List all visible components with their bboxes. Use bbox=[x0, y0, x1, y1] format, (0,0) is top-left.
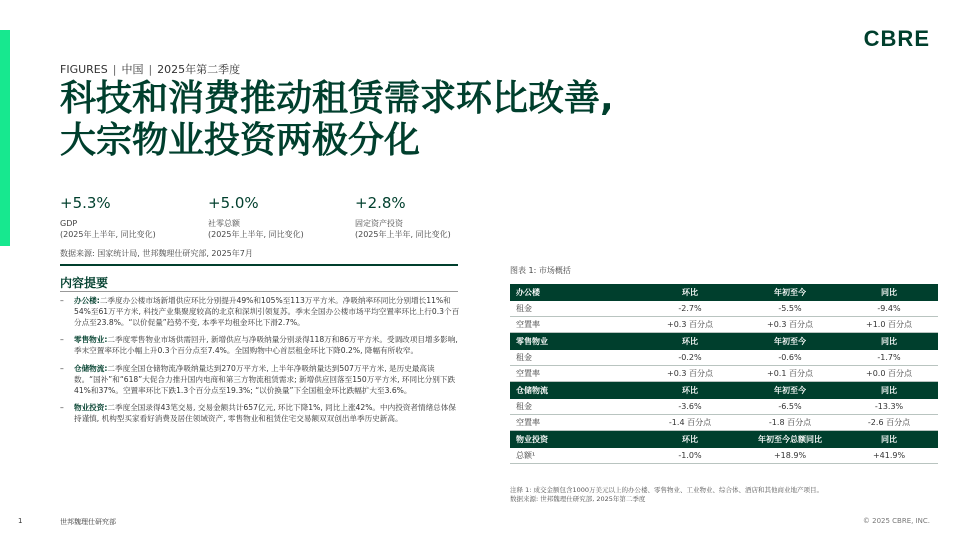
table-cell: -1.4 百分点 bbox=[640, 415, 740, 431]
column-header: 同比 bbox=[840, 284, 938, 301]
table-row bbox=[510, 366, 938, 382]
column-header: 年初至今 bbox=[740, 382, 840, 400]
table-section-header bbox=[510, 284, 938, 301]
summary-item-text: 二季度办公楼市场新增供应环比分别提升49%和105%至113万平方米。净吸纳率环同比分别增长11%和54%至61万平方米, 科技产业集聚度较高的北京和深圳引领复苏。季末全国办公楼市场平均空置率环比上行0.3个百分点至23.8%。“以价促量”趋势不变, 本季平均租金环比下滑2.7%。 bbox=[74, 296, 460, 327]
table-footnote: 注释 1: 成交金额包含1000万美元以上的办公楼、零售物业、工业物业、综合体、酒店和其他商业地产项目。 bbox=[510, 486, 823, 494]
column-header: 同比 bbox=[840, 382, 938, 400]
table-caption: 图表 1: 市场概括 bbox=[510, 266, 571, 275]
kpi-label-title: 社零总额 bbox=[208, 219, 240, 228]
summary-item-text: 二季度全国录得43笔交易, 交易金额共计657亿元, 环比下降1%, 同比上涨42%。中内投资者情绪总体保持谨慎, 机构型买家看好消费及居住领域资产, 零售物业和租赁住宅交易额双双创出单季历史新高。 bbox=[74, 403, 456, 424]
table-cell: -5.5% bbox=[740, 301, 840, 317]
section-name: 办公楼 bbox=[510, 284, 640, 301]
table-cell: -1.7% bbox=[840, 350, 938, 366]
table-notes bbox=[510, 486, 823, 504]
figures-label: FIGURES bbox=[60, 63, 108, 76]
kpi-retail-sales bbox=[208, 194, 348, 240]
section-name: 零售物业 bbox=[510, 333, 640, 351]
column-header: 环比 bbox=[640, 284, 740, 301]
table-cell: +1.0 百分点 bbox=[840, 317, 938, 333]
table-cell: +0.1 百分点 bbox=[740, 366, 840, 382]
table-cell: -3.6% bbox=[640, 399, 740, 415]
table-row bbox=[510, 399, 938, 415]
table-cell: -2.6 百分点 bbox=[840, 415, 938, 431]
row-label: 空置率 bbox=[510, 415, 640, 431]
kpi-label bbox=[60, 218, 200, 240]
table-cell: -1.0% bbox=[640, 448, 740, 464]
column-header: 年初至今 bbox=[740, 333, 840, 351]
row-label: 空置率 bbox=[510, 317, 640, 333]
bullet-dash: – bbox=[60, 403, 64, 413]
table-cell: +0.3 百分点 bbox=[640, 317, 740, 333]
summary-list bbox=[60, 296, 460, 432]
kpi-label-note: (2025年上半年, 同比变化) bbox=[355, 230, 451, 239]
page-number: 1 bbox=[18, 517, 23, 525]
kpi-label bbox=[355, 218, 495, 240]
summary-item-text: 二季度零售物业市场供需回升, 新增供应与净吸纳量分别录得118万和86万平方米。受调改项目增多影响, 季末空置率环比小幅上升0.3个百分点至7.4%。全国购物中心首层租金环比下降0.2%, 降幅有所收窄。 bbox=[74, 335, 458, 356]
bullet-dash: – bbox=[60, 296, 64, 305]
column-header: 年初至今 bbox=[740, 284, 840, 301]
table-cell: -9.4% bbox=[840, 301, 938, 317]
column-header: 环比 bbox=[640, 382, 740, 400]
section-divider bbox=[60, 291, 458, 292]
bullet-dash: – bbox=[60, 335, 64, 345]
summary-item-investment bbox=[60, 403, 460, 425]
table-cell: -6.5% bbox=[740, 399, 840, 415]
kpi-gdp bbox=[60, 194, 200, 240]
column-header: 环比 bbox=[640, 333, 740, 351]
table-row bbox=[510, 317, 938, 333]
summary-item-head: 办公楼: bbox=[74, 296, 100, 305]
kpi-label-note: (2025年上半年, 同比变化) bbox=[208, 230, 304, 239]
summary-item-logistics bbox=[60, 364, 460, 396]
kpi-label-title: GDP bbox=[60, 219, 78, 228]
kpi-label-title: 固定资产投资 bbox=[355, 219, 403, 228]
table-section-header bbox=[510, 382, 938, 400]
summary-item-office bbox=[60, 296, 460, 328]
summary-item-head: 零售物业: bbox=[74, 335, 108, 345]
row-label: 租金 bbox=[510, 350, 640, 366]
table-cell: +0.3 百分点 bbox=[640, 366, 740, 382]
table-cell: -0.2% bbox=[640, 350, 740, 366]
period-label: 2025年第二季度 bbox=[157, 63, 241, 76]
summary-item-retail bbox=[60, 335, 460, 357]
column-header: 年初至今总额同比 bbox=[740, 431, 840, 449]
table-cell: +18.9% bbox=[740, 448, 840, 464]
footer-copyright: © 2025 CBRE, INC. bbox=[862, 517, 930, 525]
kpi-value: +5.0% bbox=[208, 194, 259, 212]
row-label: 空置率 bbox=[510, 366, 640, 382]
kpi-source: 数据来源: 国家统计局, 世邦魏理仕研究部, 2025年7月 bbox=[60, 249, 253, 258]
bullet-dash: – bbox=[60, 363, 64, 373]
table-cell: -1.8 百分点 bbox=[740, 415, 840, 431]
table-cell: -0.6% bbox=[740, 350, 840, 366]
accent-bar bbox=[0, 30, 10, 246]
table-row bbox=[510, 415, 938, 431]
table-cell: +0.0 百分点 bbox=[840, 366, 938, 382]
row-label: 租金 bbox=[510, 301, 640, 317]
table-cell: -13.3% bbox=[840, 399, 938, 415]
kpi-label-note: (2025年上半年, 同比变化) bbox=[60, 230, 156, 239]
column-header: 环比 bbox=[640, 431, 740, 449]
title-line-2: 大宗物业投资两极分化 bbox=[60, 120, 421, 161]
kpi-fixed-asset bbox=[355, 194, 495, 240]
figures-breadcrumb: FIGURES | 中国 | 2025年第二季度 bbox=[60, 63, 241, 76]
row-label: 总额¹ bbox=[510, 448, 640, 464]
table-row bbox=[510, 301, 938, 317]
table-cell: +0.3 百分点 bbox=[740, 317, 840, 333]
summary-item-text: 二季度全国仓储物流净吸纳量达到270万平方米, 上半年净吸纳量达到507万平方米, 是历史最高读数。“国补”和“618”大促合力推升国内电商和第三方物流租赁需求; 新增供应回落至150万平方米, 环同比分别下跌41%和37%。空置率环比下跌1.3个百分点至19.3%; “以价换量”下全国租金环比跌幅扩大至3.6%。 bbox=[74, 363, 456, 395]
table-row bbox=[510, 448, 938, 464]
title-line-1: 科技和消费推动租赁需求环比改善, bbox=[60, 78, 614, 119]
market-summary-table bbox=[510, 284, 938, 464]
row-label: 租金 bbox=[510, 399, 640, 415]
footer-org: 世邦魏理仕研究部 bbox=[60, 518, 116, 526]
table-cell: -2.7% bbox=[640, 301, 740, 317]
region-label: 中国 bbox=[121, 63, 144, 76]
summary-item-head: 物业投资: bbox=[74, 403, 108, 413]
kpi-value: +5.3% bbox=[60, 194, 111, 212]
kpi-label bbox=[208, 218, 348, 240]
column-header: 同比 bbox=[840, 431, 938, 449]
summary-item-head: 仓储物流: bbox=[74, 363, 108, 373]
column-header: 同比 bbox=[840, 333, 938, 351]
table-source: 数据来源: 世邦魏理仕研究部, 2025年第二季度 bbox=[510, 495, 646, 503]
table-section-header bbox=[510, 333, 938, 351]
cbre-logo: CBRE bbox=[863, 26, 930, 51]
page-title bbox=[60, 78, 614, 162]
section-name: 物业投资 bbox=[510, 431, 640, 449]
kpi-value: +2.8% bbox=[355, 194, 406, 212]
summary-title: 内容提要 bbox=[60, 276, 109, 290]
section-name: 仓储物流 bbox=[510, 382, 640, 400]
table-cell: +41.9% bbox=[840, 448, 938, 464]
table-section-header bbox=[510, 431, 938, 449]
table-row bbox=[510, 350, 938, 366]
section-rule bbox=[60, 264, 458, 266]
